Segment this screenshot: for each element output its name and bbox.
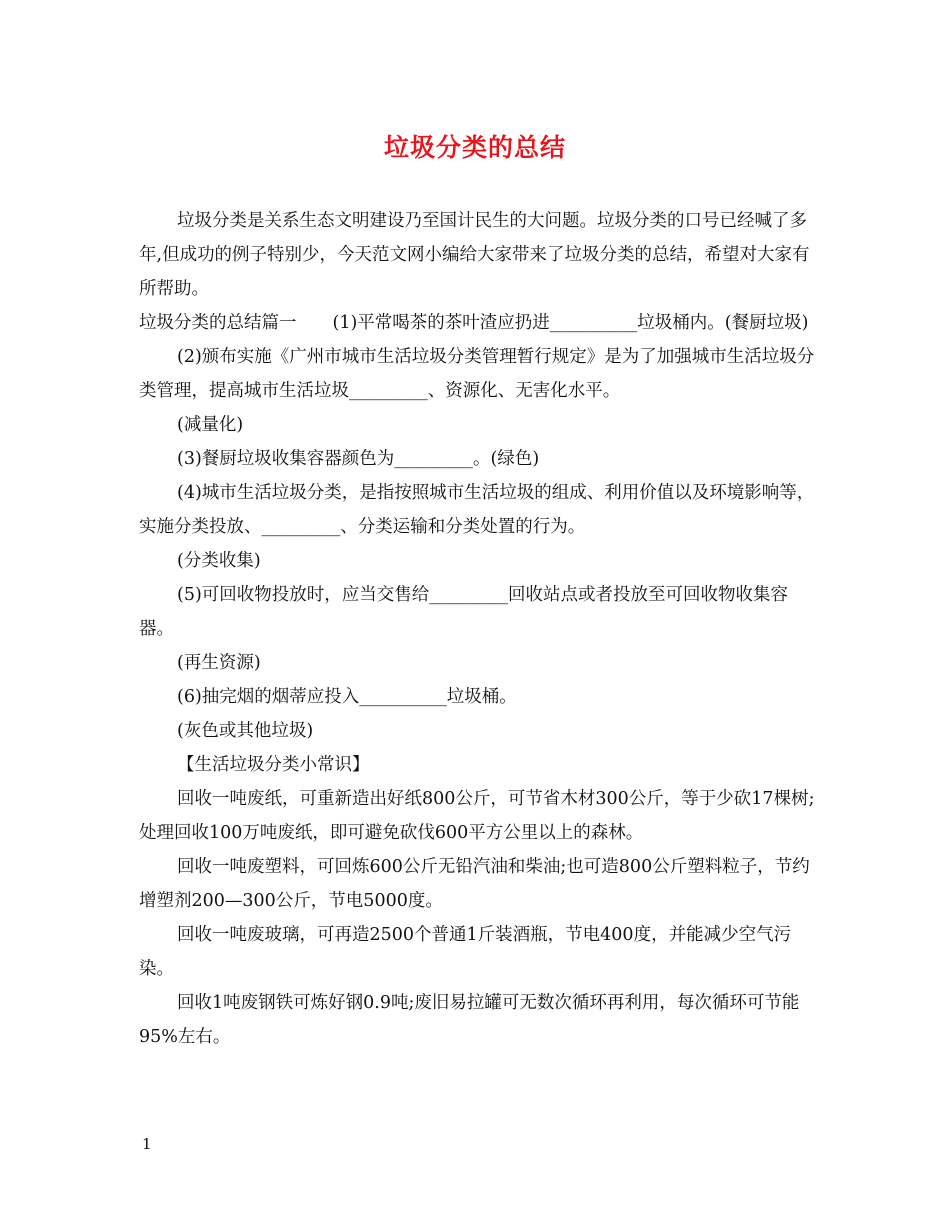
quiz-item-6: (6)抽完烟的烟蒂应投入__________垃圾桶。 bbox=[177, 687, 517, 707]
quiz-item-3: (3)餐厨垃圾收集容器颜色为_________。(绿色) bbox=[177, 449, 540, 469]
page-title: 垃圾分类的总结 bbox=[383, 133, 566, 162]
tip-glass: 回收一吨废玻璃，可再造2500个普通1斤装酒瓶，节电400度，并能减少空气污染。 bbox=[139, 925, 792, 979]
quiz-answer-6: (灰色或其他垃圾) bbox=[177, 721, 314, 741]
document-body bbox=[139, 204, 819, 1054]
tip-paper: 回收一吨废纸，可重新造出好纸800公斤，可节省木材300公斤，等于少砍17棵树;处理回收100万吨废纸，即可避免砍伐600平方公里以上的森林。 bbox=[139, 789, 815, 843]
section-line bbox=[139, 306, 819, 340]
tips-heading: 【生活垃圾分类小常识】 bbox=[177, 755, 370, 775]
section-label: 垃圾分类的总结篇一 bbox=[139, 313, 297, 333]
quiz-answer-2: (减量化) bbox=[177, 415, 244, 435]
quiz-item-4: (4)城市生活垃圾分类，是指按照城市生活垃圾的组成、利用价值以及环境影响等，实施分类投放、_________、分类运输和分类处置的行为。 bbox=[139, 483, 815, 537]
page-number: 1 bbox=[142, 1135, 152, 1153]
intro-paragraph: 垃圾分类是关系生态文明建设乃至国计民生的大问题。垃圾分类的口号已经喊了多年,但成功的例子特别少，今天范文网小编给大家带来了垃圾分类的总结，希望对大家有所帮助。 bbox=[139, 211, 810, 299]
quiz-answer-4: (分类收集) bbox=[177, 551, 261, 571]
tip-steel: 回收1吨废钢铁可炼好钢0.9吨;废旧易拉罐可无数次循环再利用，每次循环可节能95%左右。 bbox=[139, 993, 800, 1047]
quiz-item-1: (1)平常喝茶的茶叶渣应扔进__________垃圾桶内。(餐厨垃圾) bbox=[332, 313, 809, 333]
quiz-item-5: (5)可回收物投放时，应当交售给_________回收站点或者投放至可回收物收集容器。 bbox=[139, 585, 789, 639]
quiz-answer-5: (再生资源) bbox=[177, 653, 261, 673]
tip-plastic: 回收一吨废塑料，可回炼600公斤无铅汽油和柴油;也可造800公斤塑料粒子，节约增塑剂200—300公斤，节电5000度。 bbox=[139, 857, 810, 911]
quiz-item-2: (2)颁布实施《广州市城市生活垃圾分类管理暂行规定》是为了加强城市生活垃圾分类管理，提高城市生活垃圾_________、资源化、无害化水平。 bbox=[139, 347, 815, 401]
